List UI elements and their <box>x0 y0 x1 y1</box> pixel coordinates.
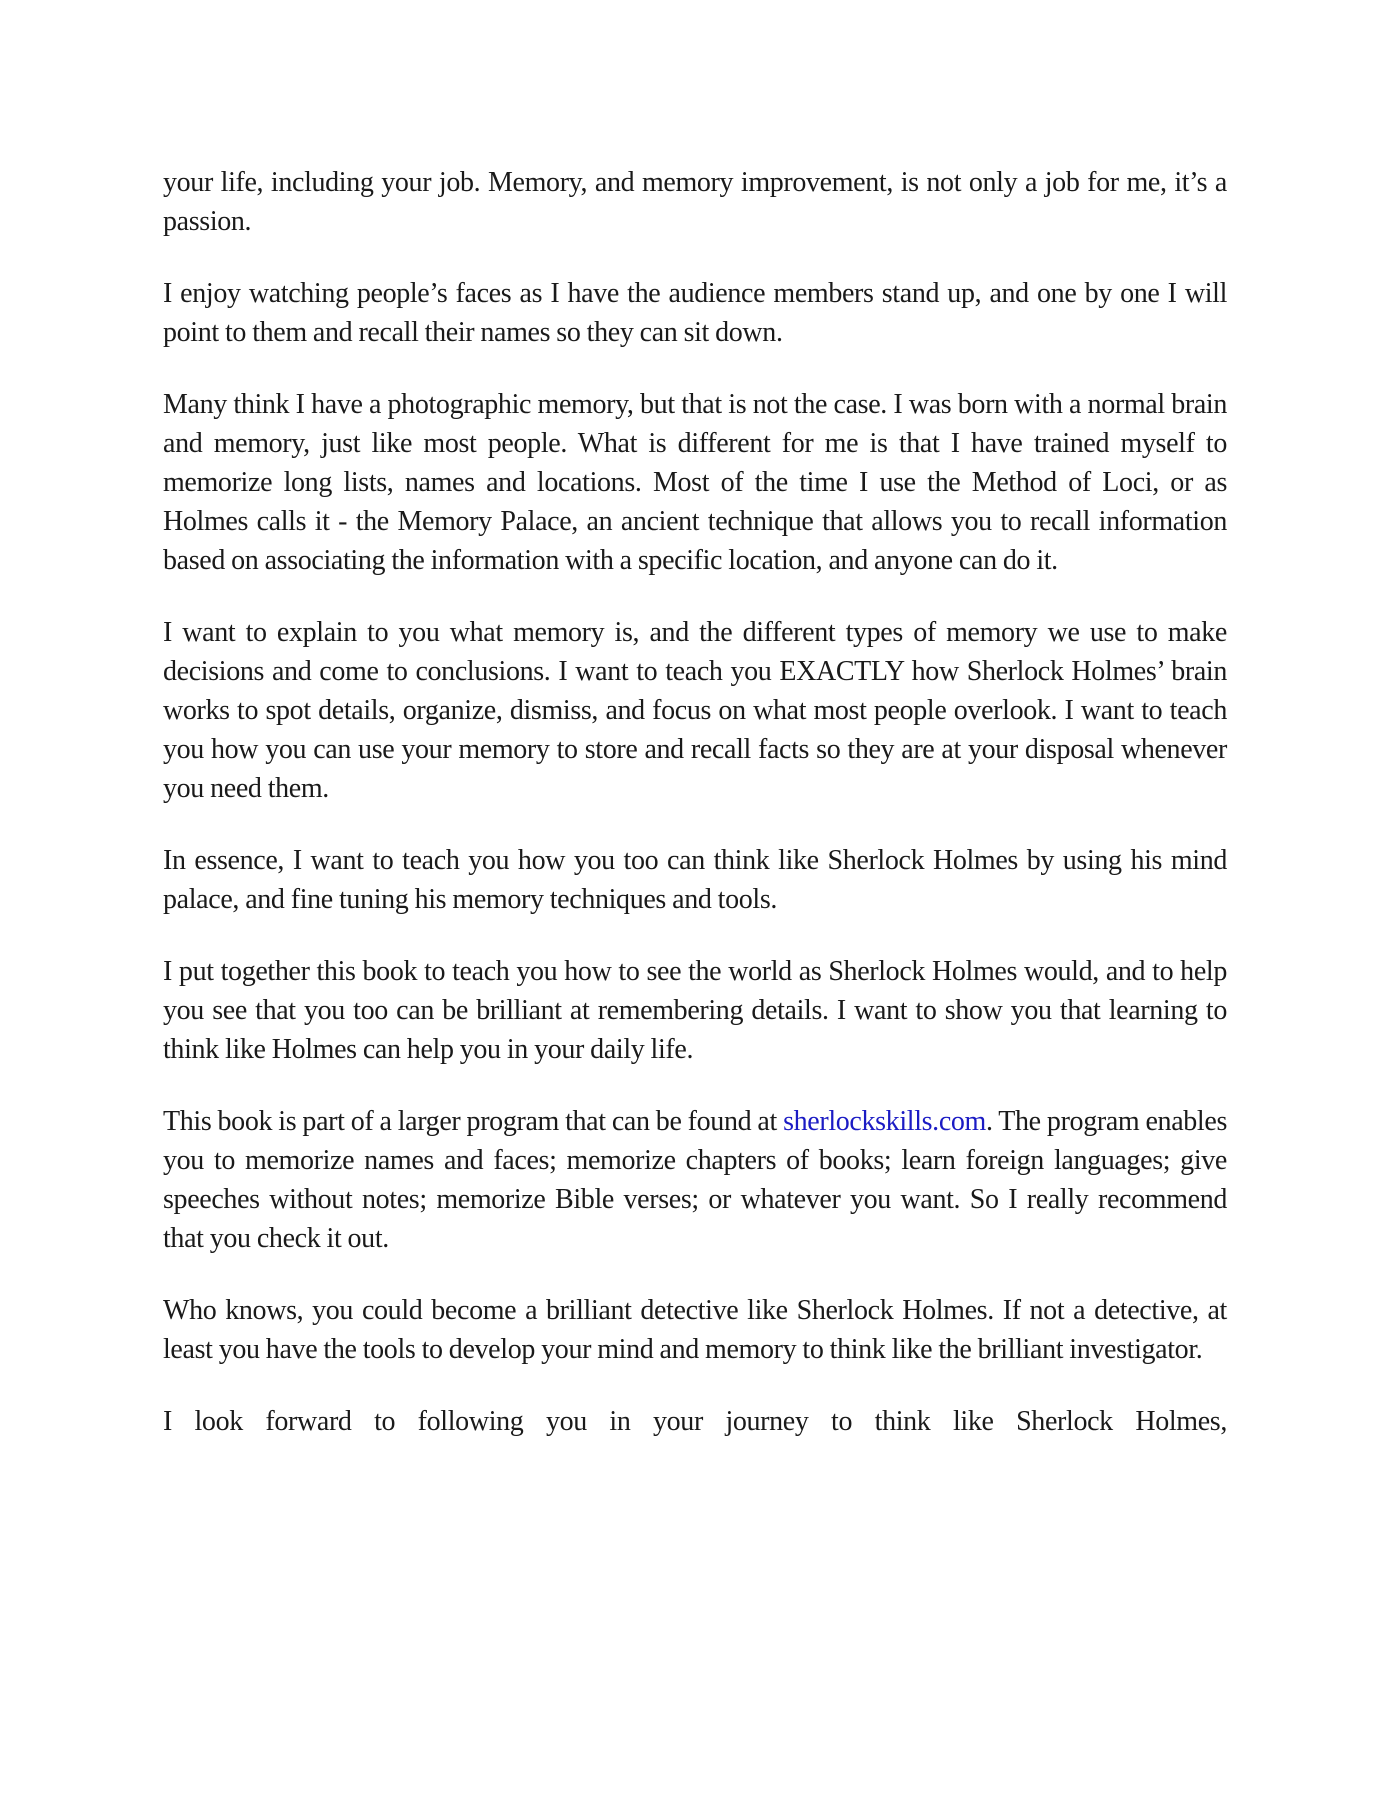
paragraph-in-essence: In essence, I want to teach you how you too can think like Sherlock Holmes by using his mind palace, and fine tuning his memory techniques and tools. <box>163 845 1227 915</box>
paragraph-book-purpose: I put together this book to teach you how to see the world as Sherlock Holmes would, and to help you see that you too can be brilliant at remembering details. I want to show you that learning to think like Holmes can help you in your daily life. <box>163 956 1227 1065</box>
program-text-before: This book is part of a larger program that can be found at <box>163 1106 784 1137</box>
paragraph-audience-names: I enjoy watching people’s faces as I have the audience members stand up, and one by one I will point to them and recall their names so they can sit down. <box>163 278 1227 348</box>
document-page <box>163 163 1227 1474</box>
paragraph-job-passion: your life, including your job. Memory, and memory improvement, is not only a job for me, it’s a passion. <box>163 167 1227 237</box>
paragraph-look-forward: I look forward to following you in your journey to think like Sherlock Holmes, <box>163 1406 1227 1437</box>
program-text-after: . The program enables you to memorize names and faces; memorize chapters of books; learn foreign languages; give speeches without notes; memorize Bible verses; or whatever you want. So I really recommend that you check it out. <box>163 1106 1227 1254</box>
sherlockskills-link[interactable]: sherlockskills.com <box>783 1106 986 1137</box>
paragraph-explain-memory: I want to explain to you what memory is, and the different types of memory we use to make decisions and come to conclusions. I want to teach you EXACTLY how Sherlock Holmes’ brain works to spot details, organize, dismiss, and focus on what most people overlook. I want to teach you how you can use your memory to store and recall facts so they are at your disposal whenever you need them. <box>163 617 1227 804</box>
paragraph-photographic-memory: Many think I have a photographic memory, but that is not the case. I was born with a normal brain and memory, just like most people. What is different for me is that I have trained myself to memorize long lists, names and locations. Most of the time I use the Method of Loci, or as Holmes calls it - the Memory Palace, an ancient technique that allows you to recall information based on associating the information with a specific location, and anyone can do it. <box>163 389 1227 576</box>
paragraph-detective: Who knows, you could become a brilliant detective like Sherlock Holmes. If not a detective, at least you have the tools to develop your mind and memory to think like the brilliant investigator. <box>163 1295 1227 1365</box>
paragraph-larger-program <box>163 1102 1227 1258</box>
